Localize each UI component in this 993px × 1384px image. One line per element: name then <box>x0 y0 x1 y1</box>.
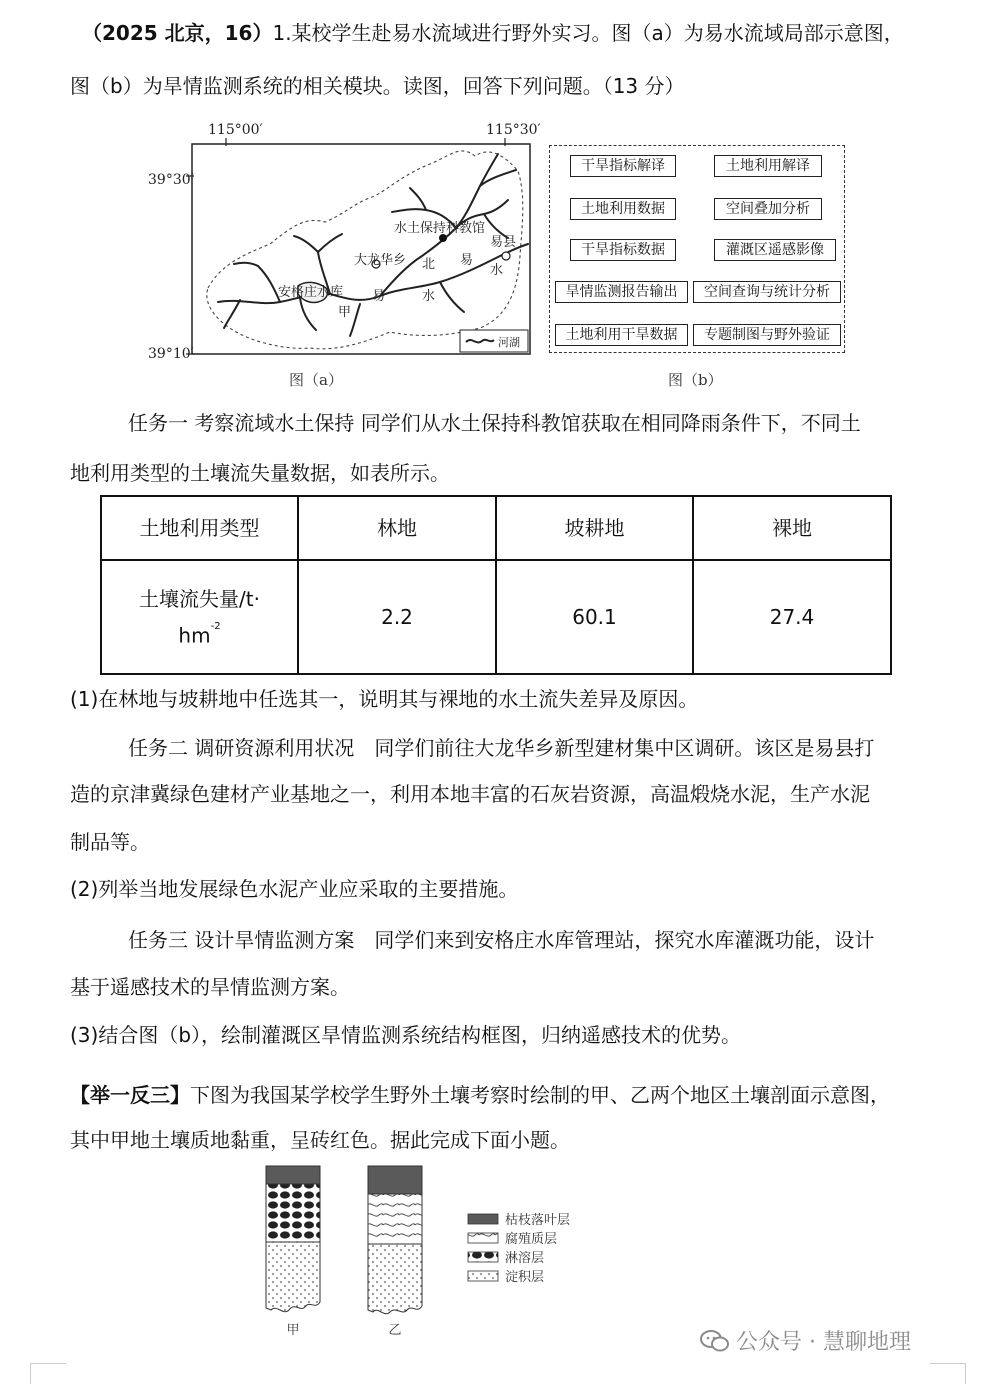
table-header-land-use: 土地利用类型 <box>101 496 298 560</box>
task2-line1: 任务二 调研资源利用状况 同学们前往大龙华乡新型建材集中区调研。该区是易县打 <box>128 736 875 760</box>
task1-line1: 任务一 考察流域水土保持 同学们从水土保持科教馆获取在相同降雨条件下，不同土 <box>128 411 861 435</box>
module-thematic-mapping-field-validation: 专题制图与野外验证 <box>693 324 841 346</box>
bei-label: 北 <box>422 257 436 272</box>
extension-line1: 【举一反三】下图为我国某学校学生野外土壤考察时绘制的甲、乙两个地区土壤剖面示意图， <box>70 1083 890 1107</box>
lon-right-label: 115°30′ <box>486 122 541 138</box>
legend-humus-swatch <box>468 1233 498 1243</box>
legend-humus-label: 腐殖质层 <box>505 1232 558 1247</box>
module-drought-index-data: 干旱指标数据 <box>570 239 676 261</box>
figure-b-caption: 图（b） <box>668 371 723 389</box>
module-land-use-interpretation: 土地利用解译 <box>714 155 822 177</box>
table-header-slope-farmland: 坡耕地 <box>496 496 693 560</box>
profile-jia <box>266 1166 320 1312</box>
legend-illuvial-swatch <box>468 1271 498 1281</box>
page-corner-right <box>930 1363 966 1384</box>
module-drought-index-interpretation: 干旱指标解译 <box>570 155 676 177</box>
museum-label: 水土保持科教馆 <box>394 221 486 236</box>
question-3: (3)结合图（b），绘制灌溉区旱情监测系统结构框图，归纳遥感技术的优势。 <box>70 1023 742 1047</box>
table-header-row <box>101 496 891 560</box>
yi-lower-label: 易 <box>372 289 386 304</box>
angezhuang-label: 安格庄水库 <box>278 285 344 300</box>
river-legend-label: 河湖 <box>498 336 520 349</box>
river-network <box>218 154 528 336</box>
yi-upper-label: 易 <box>460 253 474 268</box>
soil-profile-svg <box>255 1160 615 1340</box>
legend-leaching-swatch <box>468 1252 498 1262</box>
table-data-row <box>101 560 891 674</box>
question-intro-line1: （2025 北京，16）1.某校学生赴易水流域进行野外实习。图（a）为易水流域局部示意图， <box>82 21 904 45</box>
river-basin-map <box>130 116 550 396</box>
wechat-watermark: 公众号 · 慧聊地理 <box>700 1325 911 1356</box>
task1-line2: 地利用类型的土壤流失量数据，如表所示。 <box>70 461 450 485</box>
soil-loss-table <box>100 495 892 675</box>
table-cell-slope-farmland: 60.1 <box>496 560 693 674</box>
lat-top-label: 39°30′ <box>148 172 194 188</box>
profile-jia-label: 甲 <box>286 1323 300 1338</box>
module-spatial-query-statistics: 空间查询与统计分析 <box>693 281 841 303</box>
question-2: (2)列举当地发展绿色水泥产业应采取的主要措施。 <box>70 877 519 901</box>
yixian-label: 易县 <box>490 235 517 250</box>
jia-map-label: 甲 <box>338 305 352 320</box>
basin-boundary <box>207 151 523 349</box>
question-intro-line2: 图（b）为旱情监测系统的相关模块。读图，回答下列问题。（13 分） <box>70 74 685 98</box>
profile-yi-label: 乙 <box>388 1323 402 1338</box>
module-irrigation-rs-imagery: 灌溉区遥感影像 <box>714 239 836 261</box>
legend-litter-label: 枯枝落叶层 <box>505 1213 571 1228</box>
yixian-point <box>502 252 510 260</box>
table-row-label: 土壤流失量/t· $hm^{-2}$ <box>101 560 298 674</box>
shui-upper-label: 水 <box>490 263 504 278</box>
soil-legend <box>468 1212 570 1285</box>
module-spatial-overlay-analysis: 空间叠加分析 <box>714 198 822 220</box>
module-drought-report-output: 旱情监测报告输出 <box>555 281 688 303</box>
table-cell-forest: 2.2 <box>298 560 496 674</box>
figure-a-caption: 图（a） <box>289 371 343 389</box>
table-header-bare-land: 裸地 <box>693 496 891 560</box>
legend-illuvial-label: 淀积层 <box>505 1270 545 1285</box>
map-frame <box>192 144 530 354</box>
figure-a-map <box>130 116 550 396</box>
task3-line1: 任务三 设计旱情监测方案 同学们来到安格庄水库管理站，探究水库灌溉功能，设计 <box>128 928 875 952</box>
task2-line3: 制品等。 <box>70 830 150 854</box>
page-corner-left <box>30 1363 66 1384</box>
lat-bottom-label: 39°10′ <box>148 346 194 362</box>
source-tag: （2025 北京，16） <box>82 21 273 45</box>
question-1: (1)在林地与坡耕地中任选其一，说明其与裸地的水土流失差异及原因。 <box>70 687 699 711</box>
task2-line2: 造的京津冀绿色建材产业基地之一，利用本地丰富的石灰岩资源，高温煅烧水泥，生产水泥 <box>70 782 870 806</box>
extension-tag: 【举一反三】 <box>70 1083 190 1107</box>
soil-profile-figure <box>255 1160 615 1340</box>
profile-yi <box>368 1166 422 1314</box>
wechat-icon <box>700 1329 730 1353</box>
task3-line2: 基于遥感技术的旱情监测方案。 <box>70 975 350 999</box>
legend-leaching-label: 淋溶层 <box>505 1251 545 1266</box>
dalonghua-label: 大龙华乡 <box>354 253 407 268</box>
table-header-forest: 林地 <box>298 496 496 560</box>
legend-litter-swatch <box>468 1214 498 1224</box>
table-cell-bare-land: 27.4 <box>693 560 891 674</box>
figure-b-modules <box>549 145 845 353</box>
extension-line2: 其中甲地土壤质地黏重，呈砖红色。据此完成下面小题。 <box>70 1128 570 1152</box>
module-land-use-drought-data: 土地利用干旱数据 <box>555 324 688 346</box>
module-land-use-data: 土地利用数据 <box>570 198 676 220</box>
lon-left-label: 115°00′ <box>208 122 263 138</box>
shui-lower-label: 水 <box>422 289 436 304</box>
